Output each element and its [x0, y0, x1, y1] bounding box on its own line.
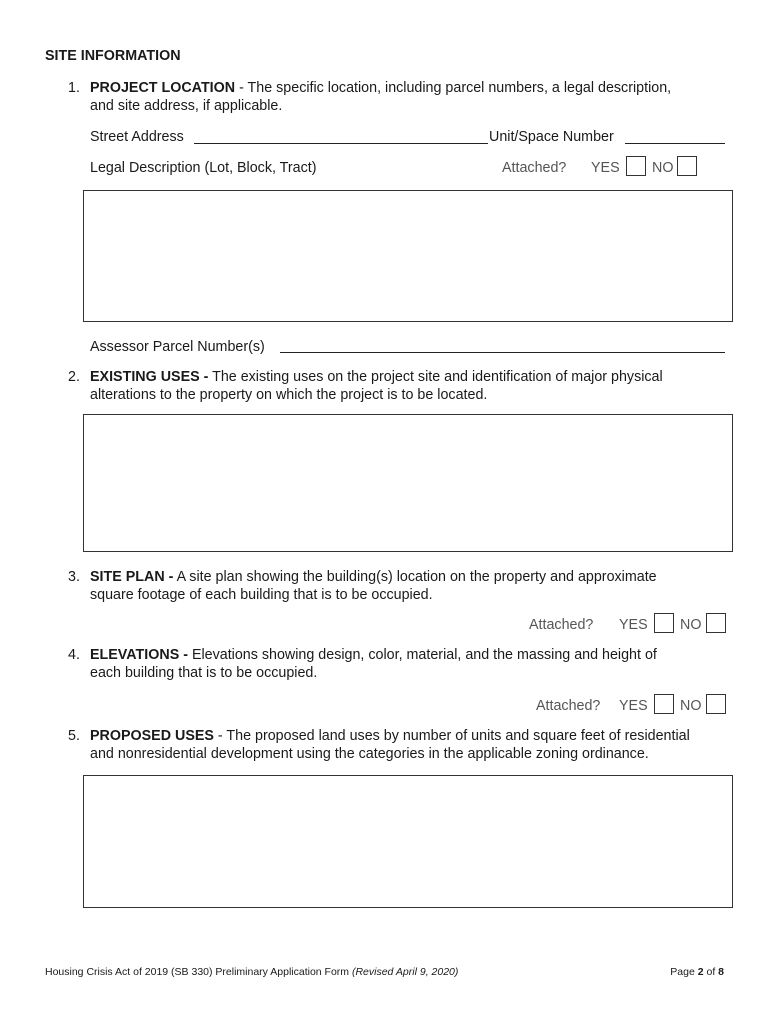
item-3-yes-checkbox[interactable]	[654, 613, 674, 633]
footer-revision-date: (Revised April 9, 2020)	[351, 966, 459, 978]
item-4-yes-checkbox[interactable]	[654, 694, 674, 714]
unit-space-field[interactable]	[625, 143, 725, 144]
item-1-no-label: NO	[652, 160, 674, 176]
street-address-label: Street Address	[90, 129, 184, 145]
item-5-line1	[90, 727, 690, 745]
item-5-number: 5.	[68, 728, 80, 744]
item-3-number: 3.	[68, 569, 80, 585]
item-4-attached-label: Attached?	[536, 698, 601, 714]
existing-uses-textarea[interactable]	[83, 414, 733, 552]
unit-space-label: Unit/Space Number	[489, 129, 614, 145]
footer-page-number	[670, 966, 724, 978]
item-4-line1	[90, 646, 657, 664]
legal-description-textarea[interactable]	[83, 190, 733, 322]
item-3-no-checkbox[interactable]	[706, 613, 726, 633]
assessor-parcel-label: Assessor Parcel Number(s)	[90, 339, 265, 355]
item-1-desc-line1: - The specific location, including parcel numbers, a legal description,	[235, 80, 672, 96]
item-1-yes-label: YES	[591, 160, 620, 176]
item-2-number: 2.	[68, 369, 80, 385]
item-3-desc-line2: square footage of each building that is to be occupied.	[90, 587, 433, 603]
item-3-attached-label: Attached?	[529, 617, 594, 633]
item-3-no-label: NO	[680, 617, 702, 633]
item-1-no-checkbox[interactable]	[677, 156, 697, 176]
item-5-desc-line1: - The proposed land uses by number of units and square feet of residential	[213, 728, 690, 744]
item-2-line1	[90, 368, 663, 386]
item-4-desc-line1: Elevations showing design, color, material, and the massing and height of	[187, 647, 657, 663]
item-4-no-checkbox[interactable]	[706, 694, 726, 714]
footer-form-name	[45, 966, 458, 978]
item-4-no-label: NO	[680, 698, 702, 714]
item-5-desc-line2: and nonresidential development using the categories in the applicable zoning ordinance.	[90, 746, 649, 762]
section-title: SITE INFORMATION	[45, 48, 181, 64]
footer-form-title: Housing Crisis Act of 2019 (SB 330) Preliminary Application Form	[45, 966, 352, 978]
item-1-attached-label: Attached?	[502, 160, 567, 176]
item-5-title: PROPOSED USES	[90, 728, 214, 744]
item-3-title: SITE PLAN -	[90, 569, 174, 585]
item-4-desc-line2: each building that is to be occupied.	[90, 665, 318, 681]
footer-page-current: 2	[697, 966, 704, 978]
footer-page-mid: of	[703, 966, 719, 978]
footer-page-total: 8	[718, 966, 724, 978]
item-2-title: EXISTING USES -	[90, 369, 209, 385]
item-3-desc-line1: A site plan showing the building(s) location on the property and approximate	[173, 569, 657, 585]
assessor-parcel-field[interactable]	[280, 352, 725, 353]
item-3-line1	[90, 568, 657, 586]
item-1-line1	[90, 79, 671, 97]
legal-description-label: Legal Description (Lot, Block, Tract)	[90, 160, 317, 176]
item-2-desc-line1: The existing uses on the project site and identification of major physical	[208, 369, 663, 385]
item-4-title: ELEVATIONS -	[90, 647, 188, 663]
street-address-field[interactable]	[194, 143, 488, 144]
item-1-title: PROJECT LOCATION	[90, 80, 236, 96]
item-3-yes-label: YES	[619, 617, 648, 633]
item-1-yes-checkbox[interactable]	[626, 156, 646, 176]
item-1-desc-line2: and site address, if applicable.	[90, 98, 283, 114]
item-4-number: 4.	[68, 647, 80, 663]
item-4-yes-label: YES	[619, 698, 648, 714]
footer-page-prefix: Page	[670, 966, 698, 978]
item-1-number: 1.	[68, 80, 80, 96]
proposed-uses-textarea[interactable]	[83, 775, 733, 908]
item-2-desc-line2: alterations to the property on which the project is to be located.	[90, 387, 488, 403]
